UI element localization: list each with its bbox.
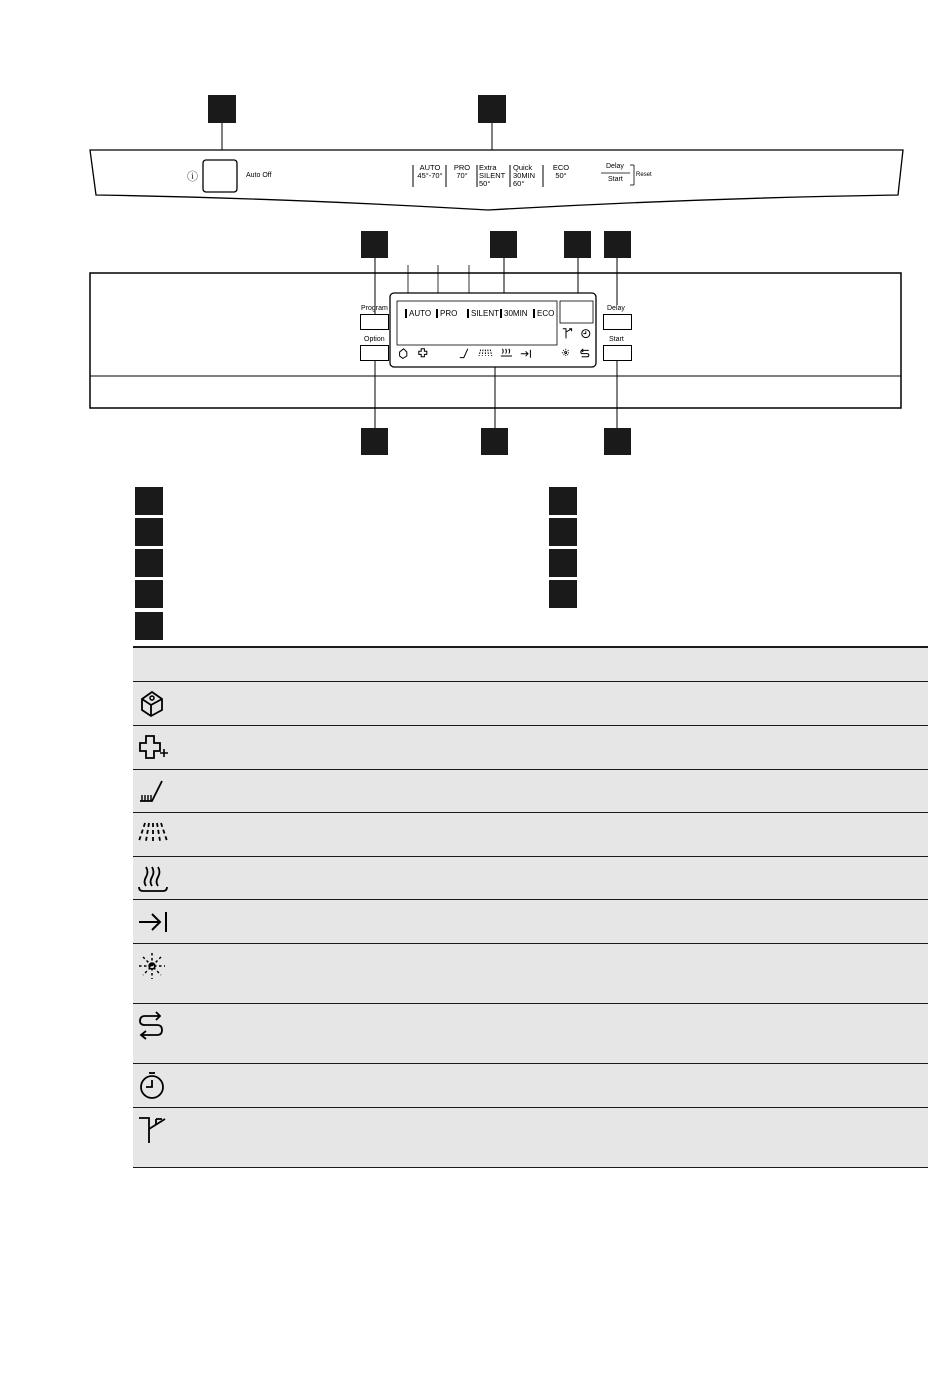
door-open-icon [563, 329, 572, 339]
table-row [133, 857, 928, 900]
end-icon [136, 907, 168, 937]
display-program-auto: AUTO [405, 309, 431, 318]
extra-hygiene-icon [136, 733, 168, 763]
legend-marker [135, 580, 163, 608]
extra-hygiene-icon [419, 349, 427, 357]
table-row [133, 1108, 928, 1168]
salt-icon [562, 349, 570, 357]
power-icon: ⓘ [187, 171, 198, 183]
display-icons [0, 0, 950, 470]
legend-marker [549, 580, 577, 608]
start-button-label: Start [609, 336, 624, 343]
salt-icon [136, 951, 168, 981]
auto-off-label: Auto Off [246, 172, 272, 179]
spray-arm-icon [479, 350, 492, 356]
display-program-eco: ECO [533, 309, 554, 318]
legend-marker [135, 518, 163, 546]
door-open-icon [136, 1115, 168, 1145]
drying-icon [501, 349, 512, 356]
rinse-aid-icon [136, 777, 168, 807]
legend-marker [135, 487, 163, 515]
end-icon [521, 350, 531, 358]
program-label-eco: ECO 50° [552, 163, 570, 180]
delay-icon [136, 1071, 168, 1101]
start-label: Start [608, 176, 623, 183]
multitab-icon [581, 349, 589, 357]
tablet-icon [136, 689, 168, 719]
legend-marker [549, 549, 577, 577]
indicator-table [133, 646, 928, 1168]
program-button-label: Program [361, 305, 388, 312]
program-label-auto: AUTO 45°-70° [417, 163, 443, 180]
display-program-pro: PRO [436, 309, 457, 318]
table-row [133, 726, 928, 770]
legend-marker [135, 612, 163, 640]
table-row [133, 900, 928, 944]
option-button-label: Option [364, 336, 385, 343]
table-row [133, 1064, 928, 1108]
program-label-silent: Extra SILENT 50° [479, 163, 506, 188]
table-row [133, 770, 928, 813]
spray-arm-icon [136, 820, 168, 850]
table-row [133, 682, 928, 726]
delay-label: Delay [606, 163, 624, 170]
legend-marker [549, 518, 577, 546]
display-program-30min: 30MIN [500, 309, 528, 318]
program-label-30min: Quick 30MIN 60° [513, 163, 536, 188]
table-row [133, 1004, 928, 1064]
rinse-aid-icon [460, 349, 468, 358]
delay-icon [582, 330, 590, 338]
legend-marker [549, 487, 577, 515]
tablet-icon [400, 349, 407, 359]
delay-button-label: Delay [607, 305, 625, 312]
table-header-row [133, 646, 928, 682]
legend-marker [135, 549, 163, 577]
table-row [133, 813, 928, 857]
table-row [133, 944, 928, 1004]
multitab-icon [136, 1011, 168, 1041]
program-label-pro: PRO 70° [453, 163, 471, 180]
reset-label: Reset [636, 172, 652, 178]
display-program-silent: SILENT [467, 309, 499, 318]
drying-icon [136, 864, 168, 894]
